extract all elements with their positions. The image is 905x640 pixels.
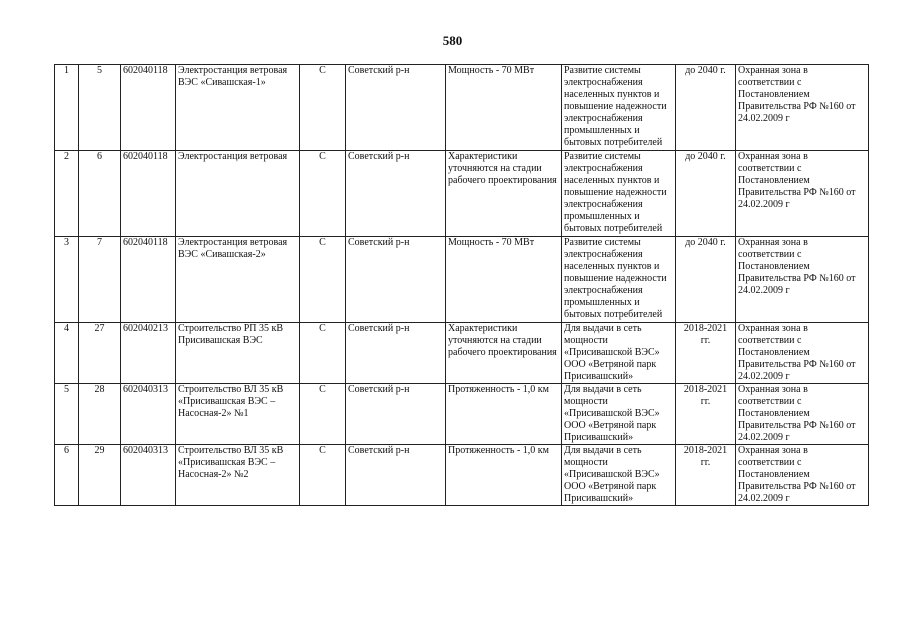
purpose: Развитие системы электроснабжения населенных пунктов и повышение надежности электроснабжения промышленных и бытовых потребителей [562, 65, 676, 151]
purpose: Развитие системы электроснабжения населенных пунктов и повышение надежности электроснабжения промышленных и бытовых потребителей [562, 151, 676, 237]
object-number: 28 [79, 384, 121, 445]
characteristics: Мощность - 70 МВт [446, 65, 562, 151]
purpose: Для выдачи в сеть мощности «Присивашской ВЭС» ООО «Ветряной парк Присивашский» [562, 445, 676, 506]
district: Советский р-н [346, 445, 446, 506]
table-row [55, 237, 869, 323]
object-type: С [300, 384, 346, 445]
deadline: 2018-2021 гг. [676, 445, 736, 506]
object-name: Электростанция ветровая ВЭС «Сивашская-2» [176, 237, 300, 323]
table-row [55, 445, 869, 506]
object-name: Электростанция ветровая ВЭС «Сивашская-1» [176, 65, 300, 151]
characteristics: Характеристики уточняются на стадии рабочего проектирования [446, 151, 562, 237]
object-number: 29 [79, 445, 121, 506]
object-number: 5 [79, 65, 121, 151]
page-number: 580 [442, 33, 463, 48]
table-row [55, 384, 869, 445]
table-row [55, 151, 869, 237]
characteristics: Характеристики уточняются на стадии рабочего проектирования [446, 323, 562, 384]
protection-zone: Охранная зона в соответствии с Постановлением Правительства РФ №160 от 24.02.2009 г [736, 323, 869, 384]
protection-zone: Охранная зона в соответствии с Постановлением Правительства РФ №160 от 24.02.2009 г [736, 151, 869, 237]
district: Советский р-н [346, 323, 446, 384]
protection-zone: Охранная зона в соответствии с Постановлением Правительства РФ №160 от 24.02.2009 г [736, 384, 869, 445]
deadline: 2018-2021 гг. [676, 323, 736, 384]
object-name: Строительство ВЛ 35 кВ «Присивашская ВЭС – Насосная-2» №1 [176, 384, 300, 445]
object-number: 6 [79, 151, 121, 237]
characteristics: Мощность - 70 МВт [446, 237, 562, 323]
protection-zone: Охранная зона в соответствии с Постановлением Правительства РФ №160 от 24.02.2009 г [736, 445, 869, 506]
row-number: 1 [55, 65, 79, 151]
object-number: 27 [79, 323, 121, 384]
row-number: 4 [55, 323, 79, 384]
characteristics: Протяженность - 1,0 км [446, 445, 562, 506]
deadline: до 2040 г. [676, 151, 736, 237]
object-type: С [300, 151, 346, 237]
object-type: С [300, 65, 346, 151]
object-name: Строительство РП 35 кВ Присивашская ВЭС [176, 323, 300, 384]
characteristics: Протяженность - 1,0 км [446, 384, 562, 445]
object-code: 602040313 [121, 445, 176, 506]
object-type: С [300, 237, 346, 323]
district: Советский р-н [346, 151, 446, 237]
deadline: до 2040 г. [676, 65, 736, 151]
objects-table [54, 64, 869, 506]
object-name: Строительство ВЛ 35 кВ «Присивашская ВЭС – Насосная-2» №2 [176, 445, 300, 506]
row-number: 2 [55, 151, 79, 237]
object-code: 602040118 [121, 65, 176, 151]
table-row [55, 65, 869, 151]
deadline: 2018-2021 гг. [676, 384, 736, 445]
object-code: 602040213 [121, 323, 176, 384]
protection-zone: Охранная зона в соответствии с Постановлением Правительства РФ №160 от 24.02.2009 г [736, 237, 869, 323]
protection-zone: Охранная зона в соответствии с Постановлением Правительства РФ №160 от 24.02.2009 г [736, 65, 869, 151]
district: Советский р-н [346, 384, 446, 445]
object-name: Электростанция ветровая [176, 151, 300, 237]
purpose: Для выдачи в сеть мощности «Присивашской ВЭС» ООО «Ветряной парк Присивашский» [562, 323, 676, 384]
row-number: 5 [55, 384, 79, 445]
object-code: 602040313 [121, 384, 176, 445]
table-row [55, 323, 869, 384]
deadline: до 2040 г. [676, 237, 736, 323]
purpose: Для выдачи в сеть мощности «Присивашской ВЭС» ООО «Ветряной парк Присивашский» [562, 384, 676, 445]
district: Советский р-н [346, 65, 446, 151]
purpose: Развитие системы электроснабжения населенных пунктов и повышение надежности электроснабжения промышленных и бытовых потребителей [562, 237, 676, 323]
row-number: 3 [55, 237, 79, 323]
object-code: 602040118 [121, 237, 176, 323]
object-code: 602040118 [121, 151, 176, 237]
district: Советский р-н [346, 237, 446, 323]
object-type: С [300, 323, 346, 384]
object-type: С [300, 445, 346, 506]
row-number: 6 [55, 445, 79, 506]
object-number: 7 [79, 237, 121, 323]
